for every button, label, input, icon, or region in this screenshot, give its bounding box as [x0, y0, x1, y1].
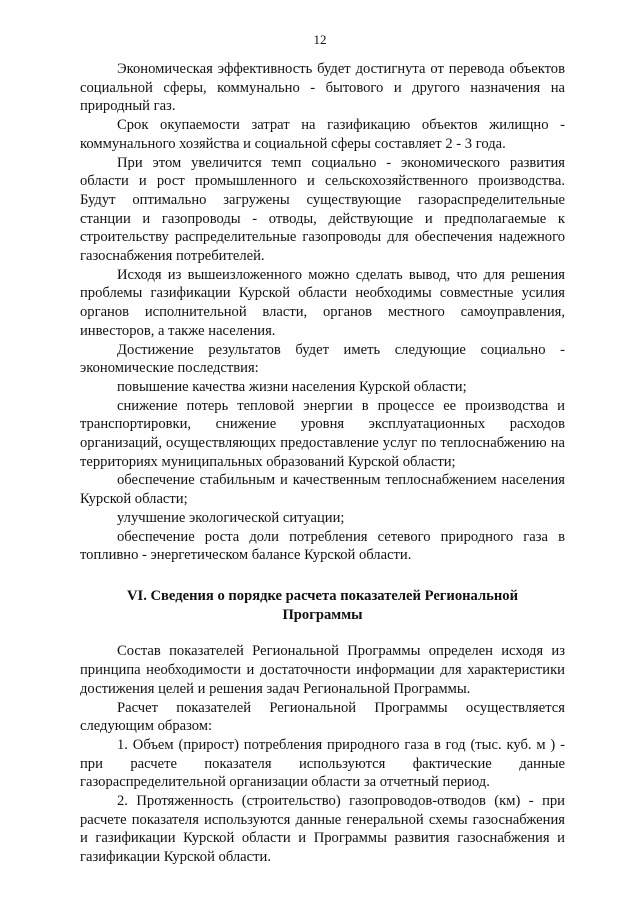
paragraph-indicator-gas-volume: 1. Объем (прирост) потребления природного газа в год (тыс. куб. м ) - при расчете показателя используются фактические данные газораспределительной организации области за отчетный период. [80, 736, 565, 791]
paragraph-conclusion: Исходя из вышеизложенного можно сделать вывод, что для решения проблемы газификации Курской области необходимы совместные усилия органов исполнительной власти, органов местного самоуправления, инвесторов, а также населения. [80, 266, 565, 339]
page-number: 12 [313, 32, 327, 47]
paragraph-consequences-intro: Достижение результатов будет иметь следующие социально - экономические последствия: [80, 341, 565, 377]
paragraph-heat-supply: обеспечение стабильным и качественным теплоснабжением населения Курской области; [80, 472, 565, 508]
paragraph-heat-loss-reduction: снижение потерь тепловой энергии в процессе ее производства и транспортировки, снижение уровня эксплуатационных расходов организаций, осуществляющих предоставление услуг по теплоснабжению на территориях муниципальных образований Курской области; [80, 397, 565, 470]
paragraph-calculation-method: Расчет показателей Региональной Программы осуществляется следующим образом: [80, 699, 565, 735]
paragraph-economic-efficiency: Экономическая эффективность будет достигнута от перевода объектов социальной сферы, коммунально - бытового и другого назначения на природный газ. [80, 61, 565, 115]
paragraph-quality-of-life: повышение качества жизни населения Курской области; [117, 378, 467, 395]
paragraph-gas-share: обеспечение роста доли потребления сетевого природного газа в топливно - энергетическом балансе Курской области. [80, 528, 565, 564]
document-body [80, 60, 565, 867]
paragraph-indicator-pipeline-length: 2. Протяженность (строительство) газопроводов-отводов (км) - при расчете показателя используются данные генеральной схемы газоснабжения и газификации Курской области и Программы развития газоснабжения и газификации Курской области. [80, 793, 565, 866]
paragraph-payback-period: Срок окупаемости затрат на газификацию объектов жилищно - коммунального хозяйства и социальной сферы составляет 2 - 3 года. [80, 117, 565, 152]
section-heading-line-2: Программы [282, 606, 363, 623]
section-heading [80, 587, 565, 624]
section-heading-line-1: VI. Сведения о порядке расчета показателей Региональной [127, 587, 518, 604]
paragraph-indicator-composition: Состав показателей Региональной Программы определен исходя из принципа необходимости и достаточности информации для характеристики достижения целей и решения задач Региональной Программы. [80, 643, 565, 697]
paragraph-ecology: улучшение экологической ситуации; [117, 509, 345, 526]
paragraph-development-pace: При этом увеличится темп социально - экономического развития области и рост промышленного и сельскохозяйственного производства. Будут оптимально загружены существующие газораспределительные станции и газопроводы - отводы, действующие и предполагаемые к строительству распределительные газопроводы для обеспечения надежного газоснабжения потребителей. [80, 154, 565, 265]
